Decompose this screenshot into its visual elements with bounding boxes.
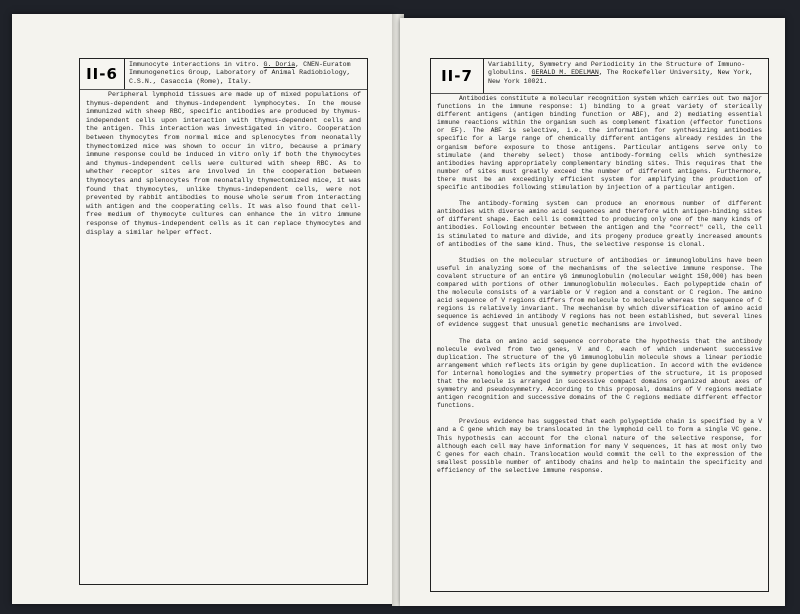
title-text-2: globulins. <box>488 69 532 77</box>
title-affiliation: Immunogenetics Group, Laboratory of Animal Radiobiology, <box>129 69 351 77</box>
body-paragraph: Peripheral lymphoid tissues are made up of mixed populations of thymus-dependent and thymus-independent lymphocytes. In the mouse immunized with sheep RBC, specific antibodies are produced by thymus-independent cells upon interaction with thymus-dependent cells and the antigen. This interaction was investigated in vitro. Cooperation between thymocytes from normal mice and splenocytes from neonatally thymectomized mice was shown to occur in vitro, because a primary immune response could be induced in vitro only if both the thymocytes and thymus-independent cells were cultured with sheep RBC. As to whether receptor sites are involved in the cooperation between thymocytes and splenocytes from neonatally thymectomized mice, it was found that thymocytes, unlike thymus-independent cells, were not prevented by rabbit antibodies to mouse whole serum from interacting with antigen and the cooperating cells. It was also found that cell-free medium of thymocyte cultures can enhance the in vitro immune response of thymus-independent cells as it can replace thymocytes and display a similar helper effect. <box>86 91 361 236</box>
title-location: New York 10021. <box>488 77 548 85</box>
body-paragraph: The antibody-forming system can produce an enormous number of different antibodies with diverse amino acid sequences and therefore with antigen-binding sites of different shape. Each cell is committed to producing only one of the many kinds of antibodies. Following encounter between the antigen and the "correct" cell, the cell is stimulated to mature and divide, and its progeny produce greatly increased amounts of antibodies of the same kind. Thus, the selective response is clonal. <box>437 200 762 248</box>
abstract-body <box>80 90 367 237</box>
abstract-title <box>125 59 367 89</box>
body-paragraph: The data on amino acid sequence corroborate the hypothesis that the antibody molecule evolved from two genes, V and C, each of which underwent successive duplication. The structure of the γG immunoglobulin molecule shows a linear periodic arrangement which reflects its origin by gene duplication. In accord with the evidence for internal homologies and the symmetry properties of the structure, it is proposed that the molecule is arranged in successive compact domains organized about axes of symmetry and pseudosymmetry. According to this proposal, domains of V regions mediate antigen recognition and successive domains of the C regions mediate different effector functions. <box>437 337 762 410</box>
abstract-box-ii-7 <box>430 58 769 592</box>
title-text-rest: , CNEN-Euratom <box>295 61 351 68</box>
abstract-header <box>80 59 367 90</box>
author-name: GERALD M. EDELMAN <box>531 69 599 77</box>
title-location: C.S.N., Casaccia (Rome), Italy. <box>129 77 252 85</box>
abstract-number: II-7 <box>431 59 484 93</box>
title-text: Immunocyte interactions in vitro. <box>129 61 264 68</box>
abstract-body <box>431 94 768 475</box>
abstract-header <box>431 59 768 94</box>
title-text: Variability, Symmetry and Periodicity in the Structure of Immuno- <box>488 61 746 68</box>
body-paragraph: Studies on the molecular structure of antibodies or immunoglobulins have been useful in analyzing some of the mechanisms of the selective immune response. The covalent structure of an entire γG immunoglobulin (molecular weight 150,000) has been compared with portions of other immunoglobulin molecules. Each polypeptide chain of the molecule consists of a variable or V region and a constant or C region. The amino acid sequence of V regions differs from molecule to molecule whereas the sequence of C regions is relatively invariant. The mechanism by which diversification of amino acid sequence is achieved in antibody V regions has not been established, but several lines of evidence suggest that unusual genetic mechanisms are involved. <box>437 256 762 329</box>
author-name: G. Doria <box>263 61 296 68</box>
abstract-number: II-6 <box>80 59 125 89</box>
abstract-box-ii-6 <box>79 58 368 585</box>
abstract-title <box>484 59 768 93</box>
body-paragraph: Previous evidence has suggested that each polypeptide chain is specified by a V and a C gene which may be translocated in the lymphoid cell to form a single VC gene. This hypothesis can account for the clonal nature of the selective response, for although each cell may have information for many V sequences, it has at most only two C genes for each chain. Translocation would commit the cell to the expression of the smallest possible number of antibody chains and help to maintain the specificity and efficiency of the selective immune response. <box>437 418 762 474</box>
body-paragraph: Antibodies constitute a molecular recognition system which carries out two major functions in the immune response: 1) binding to a great variety of sterically different antigens (antigen binding function or ABF), and 2) mediating essential immune reactions within the organism such as complement fixation (effector functions or EF). The ABF is selective, i.e. the information for synthesizing antibodies specific for a large range of chemically different antigens already resides in the organism before exposure to those antigens. Particular antigens serve only to stimulate (and thereby select) those antibody-forming cells which synthesize antibodies having appropriately complementary binding sites. This requires that the number of sites must greatly exceed the number of different antigens. Furthermore, there must be an exceedingly efficient system for amplifying the production of specific antibodies following stimulation by injection of a particular antigen. <box>437 95 762 192</box>
title-affiliation: , The Rockefeller University, New York, <box>598 69 754 77</box>
left-page <box>12 14 394 604</box>
right-page <box>400 18 785 606</box>
